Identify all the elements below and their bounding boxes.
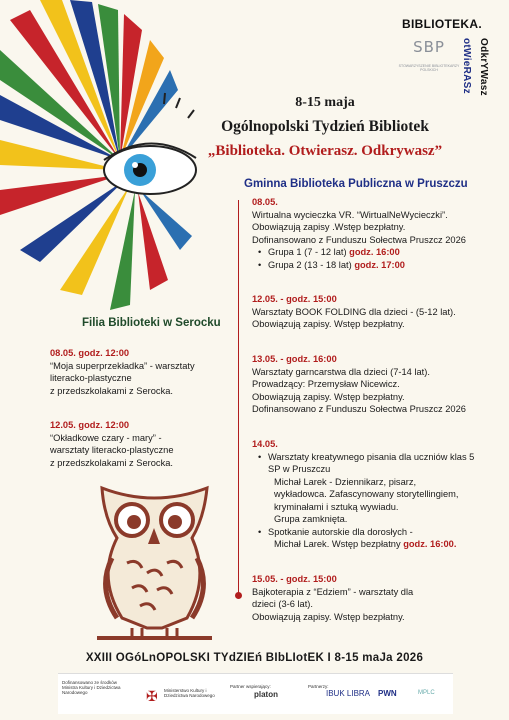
sbp-mark: SBP bbox=[413, 38, 445, 56]
sponsor-partner-label: Partner wspierający: bbox=[230, 684, 271, 689]
sponsors-strip bbox=[58, 673, 453, 714]
timeline-dot bbox=[235, 592, 242, 599]
bullet-line: • Warsztaty kreatywnego pisania dla uczniów klas 5 bbox=[252, 451, 509, 464]
bullet-line: kryminałami i sztuką wywiadu. bbox=[274, 501, 399, 512]
bullet-line: SP w Pruszczu bbox=[268, 464, 331, 474]
event-date: 14.05. bbox=[252, 439, 278, 449]
vertical-otwierasz: otWieRASz bbox=[461, 38, 472, 94]
event-line: Obowiązują zapisy. Wstęp bezpłatny. bbox=[252, 319, 405, 329]
bullet-line: wykładowca. Zafascynowany storytellingiem, bbox=[274, 489, 459, 499]
book-eye-illustration bbox=[0, 0, 240, 340]
event-date: 08.05. bbox=[252, 197, 278, 207]
event-date: 13.05. - godz. 16:00 bbox=[252, 354, 337, 364]
event-line: warsztaty literacko-plastyczne bbox=[50, 445, 174, 455]
footer-title: XXIII OGóLnOPOLSKI TYdZIEń BIbLIotEK I 8-15 maJa 2026 bbox=[85, 652, 424, 664]
event-line: z przedszkolakami z Serocka. bbox=[50, 385, 173, 396]
event-dates: 8-15 maja bbox=[295, 95, 355, 110]
event-line: Dofinansowano z Funduszu Sołectwa Pruszcz 2026 bbox=[252, 234, 466, 245]
sponsor-platon: platon bbox=[254, 690, 278, 699]
bullet-line: Grupa zamknięta. bbox=[274, 514, 348, 524]
bullet-line: • Spotkanie autorskie dla dorosłych - bbox=[252, 526, 509, 539]
event-line: Obowiązują zapisy. Wstęp bezpłatny. bbox=[252, 611, 405, 622]
event-line: Prowadzący: Przemysław Nicewicz. bbox=[252, 379, 400, 389]
event-line: dzieci (3-6 lat). bbox=[252, 599, 313, 609]
sbp-logo bbox=[398, 38, 460, 72]
group-time: godz. 16:00 bbox=[349, 247, 400, 257]
right-event-2 bbox=[252, 293, 509, 331]
event-line: literacko-plastyczne bbox=[50, 373, 132, 383]
bullet-line: Michał Larek - Dziennikarz, pisarz, bbox=[274, 476, 417, 487]
event-line: Obowiązują zapisy .Wstęp bezpłatny. bbox=[252, 222, 406, 232]
event-line: Bajkoterapia z “Edziem” - warsztaty dla bbox=[252, 586, 414, 597]
eagle-icon: ✠ bbox=[146, 688, 158, 704]
bullet-text: Michał Larek. Wstęp bezpłatny bbox=[274, 539, 401, 549]
sponsor-ibuk: IBUK LIBRA bbox=[326, 689, 371, 698]
event-line: Obowiązują zapisy. Wstęp bezpłatny. bbox=[252, 391, 405, 402]
biblioteka-logo: BIBLIOTEKA. bbox=[402, 17, 482, 31]
event-time: godz. 16:00. bbox=[403, 539, 457, 549]
right-event-5 bbox=[252, 573, 509, 623]
event-line: Wirtualna wycieczka VR. “WirtualNeWycieczki”. bbox=[252, 209, 448, 220]
left-event-2 bbox=[50, 419, 240, 469]
sponsor-partners-label: Partnerzy: bbox=[308, 684, 329, 689]
sponsor-pwn: PWN bbox=[378, 689, 397, 698]
event-slogan: „Biblioteka. Otwierasz. Odkrywasz” bbox=[207, 143, 443, 159]
right-event-1 bbox=[252, 196, 509, 271]
group-item bbox=[252, 259, 509, 272]
left-event-1 bbox=[50, 347, 240, 397]
sbp-subtitle: STOWARZYSZENIE BIBLIOTEKARZY POLSKICH bbox=[398, 64, 460, 72]
right-event-3 bbox=[252, 353, 509, 416]
event-line: Warsztaty BOOK FOLDING dla dzieci - (5-12 lat). bbox=[252, 306, 456, 317]
group-label: Grupa 2 (13 - 18 lat) bbox=[268, 259, 352, 270]
bullet-line bbox=[252, 538, 509, 551]
vertical-odkrywasz: OdkrYWasz bbox=[478, 38, 489, 96]
group-time: godz. 17:00 bbox=[354, 259, 405, 270]
event-date: 12.05. - godz. 15:00 bbox=[252, 294, 337, 304]
event-line: Dofinansowano z Funduszu Sołectwa Pruszcz 2026 bbox=[252, 404, 466, 414]
sponsor-text-mkidn: Dofinansowano ze środków Ministra Kultury i Dziedzictwa Narodowego bbox=[62, 680, 121, 695]
event-date: 08.05. godz. 12:00 bbox=[50, 348, 130, 358]
event-line: “Moja superprzekładka” - warsztaty bbox=[50, 360, 195, 371]
group-item bbox=[252, 246, 509, 259]
event-date: 15.05. - godz. 15:00 bbox=[252, 574, 337, 584]
owl-illustration bbox=[92, 478, 217, 643]
right-event-4 bbox=[252, 438, 509, 551]
timeline-line bbox=[238, 200, 239, 595]
event-title: Ogólnopolski Tydzień Bibliotek bbox=[221, 118, 429, 135]
event-line: Warsztaty garncarstwa dla dzieci (7-14 lat). bbox=[252, 366, 430, 377]
event-date: 12.05. godz. 12:00 bbox=[50, 420, 130, 430]
event-line: “Okładkowe czary - mary” - bbox=[50, 432, 162, 443]
gminna-heading: Gminna Biblioteka Publiczna w Pruszczu bbox=[244, 178, 468, 190]
filia-heading: Filia Biblioteki w Serocku bbox=[82, 317, 221, 329]
event-line: z przedszkolakami z Serocka. bbox=[50, 457, 173, 468]
sponsor-ministry: Ministerstwo Kultury i Dziedzictwa Narodowego bbox=[164, 688, 215, 698]
sponsor-mplc: MPLC bbox=[418, 690, 435, 696]
group-label: Grupa 1 (7 - 12 lat) bbox=[268, 247, 347, 257]
